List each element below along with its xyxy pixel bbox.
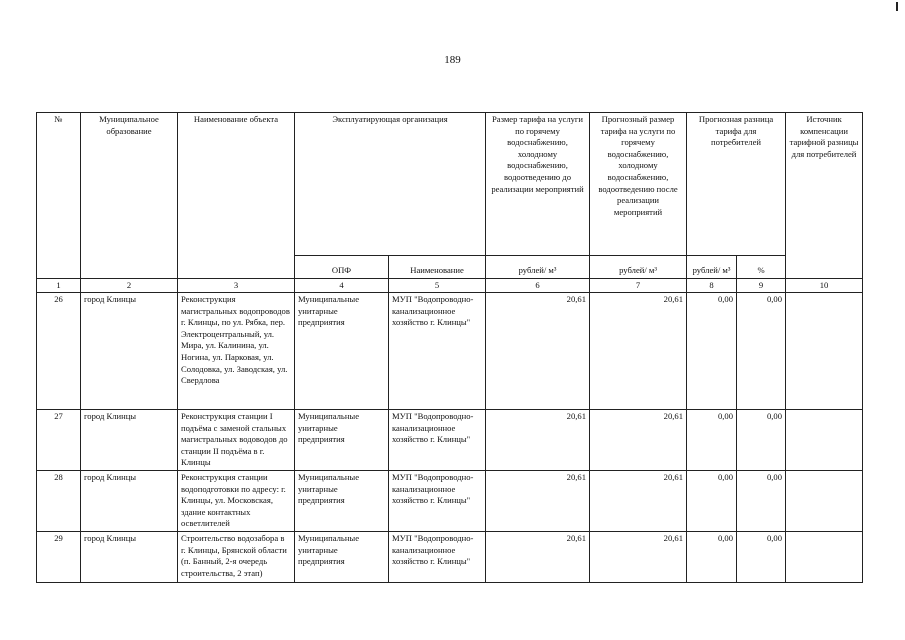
row-operator-name: МУП "Водопроводно-канализационное хозяйство г. Клинцы" — [389, 293, 486, 410]
table-row — [37, 293, 863, 410]
header-operator: Эксплуатирующая организация — [295, 113, 486, 256]
column-number: 6 — [486, 279, 590, 293]
column-number: 8 — [687, 279, 737, 293]
row-diff-pct: 0,00 — [737, 531, 786, 582]
row-compensation — [786, 410, 863, 471]
row-num: 27 — [37, 410, 81, 471]
column-number: 10 — [786, 279, 863, 293]
row-municipality: город Клинцы — [81, 531, 178, 582]
header-forecast-size: Прогнозный размер тарифа на услуги по горячему водоснабжению, холодному водоснабжению, водоотведению после реализации мероприятий — [590, 113, 687, 256]
header-tariff-size: Размер тарифа на услуги по горячему водоснабжению, холодному водоснабжению, водоотведению до реализации мероприятий — [486, 113, 590, 256]
row-diff-rub: 0,00 — [687, 293, 737, 410]
row-tariff-after: 20,61 — [590, 410, 687, 471]
header-unit-after: рублей/ м³ — [590, 256, 687, 279]
row-opf: Муниципальные унитарные предприятия — [295, 293, 389, 410]
row-num: 29 — [37, 531, 81, 582]
header-object: Наименование объекта — [178, 113, 295, 279]
tariff-table — [36, 112, 863, 583]
row-diff-rub: 0,00 — [687, 531, 737, 582]
row-object: Реконструкция станции водоподготовки по адресу: г. Клинцы, ул. Московская, здание контактных осветлителей — [178, 470, 295, 531]
header-unit-before: рублей/ м³ — [486, 256, 590, 279]
row-diff-pct: 0,00 — [737, 293, 786, 410]
column-number: 5 — [389, 279, 486, 293]
table-row — [37, 410, 863, 471]
row-municipality: город Клинцы — [81, 410, 178, 471]
column-number: 3 — [178, 279, 295, 293]
header-opf: ОПФ — [295, 256, 389, 279]
header-name: Наименование — [389, 256, 486, 279]
column-number: 7 — [590, 279, 687, 293]
row-object: Реконструкция станции I подъёма с заменой стальных магистральных водоводов до станции II подъёма в г. Клинцы — [178, 410, 295, 471]
row-operator-name: МУП "Водопроводно-канализационное хозяйство г. Клинцы" — [389, 410, 486, 471]
row-tariff-after: 20,61 — [590, 293, 687, 410]
row-opf: Муниципальные унитарные предприятия — [295, 470, 389, 531]
column-number: 1 — [37, 279, 81, 293]
header-num: № — [37, 113, 81, 279]
row-tariff-after: 20,61 — [590, 531, 687, 582]
header-municipality: Муниципальное образование — [81, 113, 178, 279]
row-tariff-after: 20,61 — [590, 470, 687, 531]
row-tariff-before: 20,61 — [486, 293, 590, 410]
row-tariff-before: 20,61 — [486, 410, 590, 471]
row-diff-rub: 0,00 — [687, 470, 737, 531]
row-compensation — [786, 531, 863, 582]
page-number: 189 — [444, 54, 461, 66]
header-percent: % — [737, 256, 786, 279]
column-number: 2 — [81, 279, 178, 293]
row-diff-rub: 0,00 — [687, 410, 737, 471]
row-object: Реконструкция магистральных водопроводов г. Клинцы, по ул. Рябка, пер. Электроцентральный, ул. Мира, ул. Калинина, ул. Ногина, ул. Парковая, ул. Солодовка, ул. Заводская, ул. Свердлова — [178, 293, 295, 410]
table-row — [37, 531, 863, 582]
column-number-row — [37, 279, 863, 293]
table-row — [37, 470, 863, 531]
row-opf: Муниципальные унитарные предприятия — [295, 531, 389, 582]
row-compensation — [786, 470, 863, 531]
header-unit-diff: рублей/ м³ — [687, 256, 737, 279]
row-diff-pct: 0,00 — [737, 470, 786, 531]
header-compensation: Источник компенсации тарифной разницы для потребителей — [786, 113, 863, 279]
page-edge-mark — [896, 2, 898, 11]
row-municipality: город Клинцы — [81, 293, 178, 410]
row-municipality: город Клинцы — [81, 470, 178, 531]
row-num: 28 — [37, 470, 81, 531]
row-diff-pct: 0,00 — [737, 410, 786, 471]
row-opf: Муниципальные унитарные предприятия — [295, 410, 389, 471]
row-tariff-before: 20,61 — [486, 470, 590, 531]
row-operator-name: МУП "Водопроводно-канализационное хозяйство г. Клинцы" — [389, 470, 486, 531]
header-row-main — [37, 113, 863, 256]
column-number: 4 — [295, 279, 389, 293]
row-compensation — [786, 293, 863, 410]
row-num: 26 — [37, 293, 81, 410]
column-number: 9 — [737, 279, 786, 293]
header-forecast-diff: Прогнозная разница тарифа для потребителей — [687, 113, 786, 256]
row-object: Строительство водозабора в г. Клинцы, Брянской области (п. Банный, 2-я очередь строительства, 2 этап) — [178, 531, 295, 582]
row-operator-name: МУП "Водопроводно-канализационное хозяйство г. Клинцы" — [389, 531, 486, 582]
row-tariff-before: 20,61 — [486, 531, 590, 582]
